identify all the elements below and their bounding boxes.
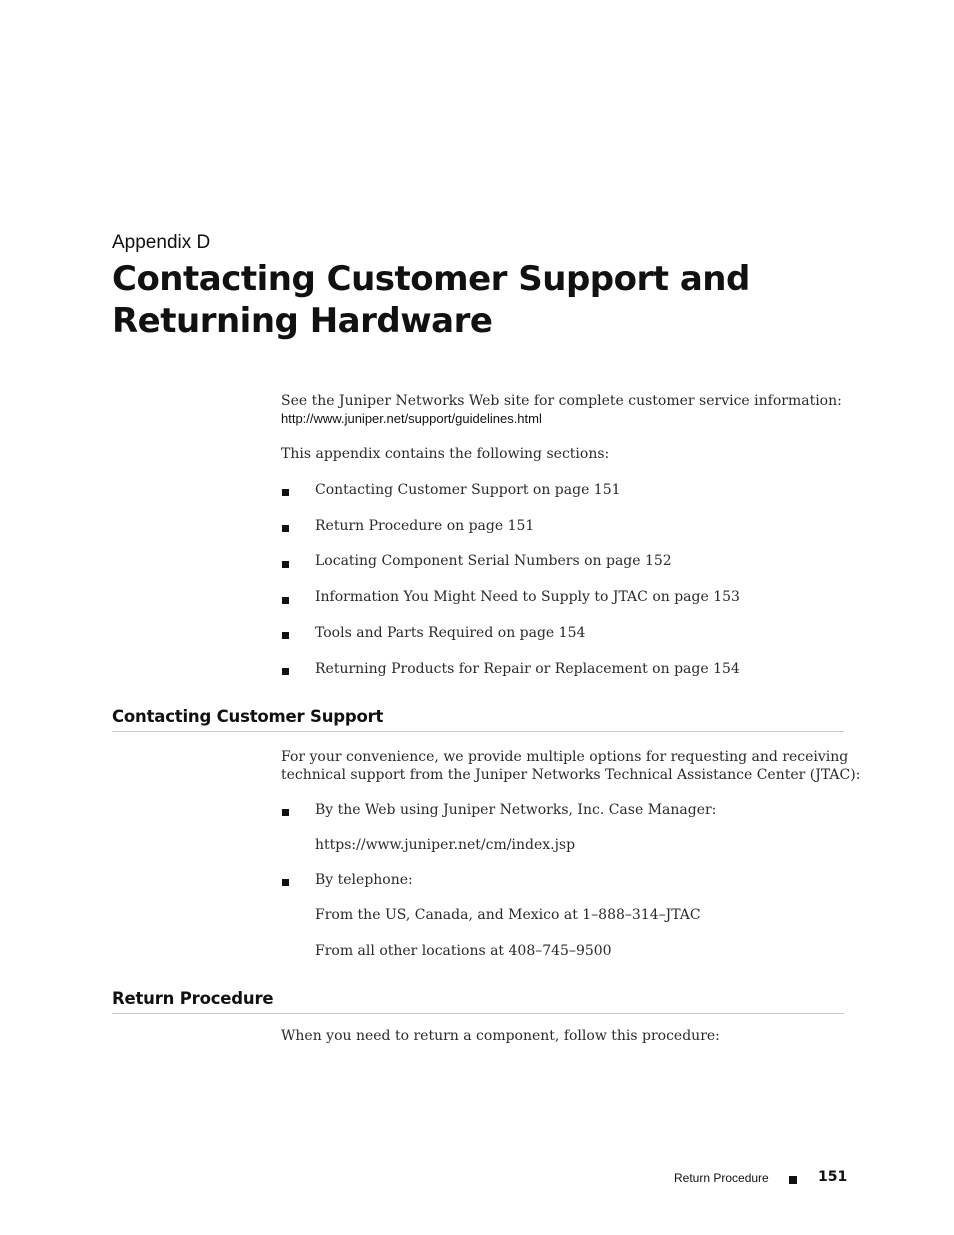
bullet-icon [282,632,289,639]
toc-item-tools-parts[interactable]: Tools and Parts Required on page 154 [315,625,586,641]
footer-square-icon [789,1176,797,1184]
bullet-icon [282,561,289,568]
section-divider [112,1013,844,1014]
page-title-line-2: Returning Hardware [112,301,493,341]
section-heading-return-procedure: Return Procedure [112,989,274,1008]
intro-see-text: See the Juniper Networks Web site for complete customer service information: [281,393,842,409]
section-heading-contacting-support: Contacting Customer Support [112,707,384,726]
contacting-para-line-1: For your convenience, we provide multiple options for requesting and receiving [281,749,849,765]
bullet-icon [282,879,289,886]
toc-item-return-procedure[interactable]: Return Procedure on page 151 [315,518,535,534]
bullet-icon [282,668,289,675]
support-guidelines-link[interactable]: http://www.juniper.net/support/guidelines.html [281,411,542,426]
bullet-icon [282,489,289,496]
phone-us-text: From the US, Canada, and Mexico at 1–888–314–JTAC [315,907,701,923]
toc-item-contacting-support[interactable]: Contacting Customer Support on page 151 [315,482,621,498]
intro-contains-text: This appendix contains the following sections: [281,446,610,462]
return-para: When you need to return a component, follow this procedure: [281,1028,720,1044]
contacting-para-line-2: technical support from the Juniper Networks Technical Assistance Center (JTAC): [281,767,861,783]
footer-section-label: Return Procedure [674,1171,769,1185]
case-manager-link[interactable]: https://www.juniper.net/cm/index.jsp [315,837,576,853]
bullet-icon [282,809,289,816]
toc-item-jtac-information[interactable]: Information You Might Need to Supply to JTAC on page 153 [315,589,740,605]
web-bullet-text: By the Web using Juniper Networks, Inc. Case Manager: [315,802,717,818]
bullet-icon [282,597,289,604]
section-divider [112,731,844,732]
bullet-icon [282,525,289,532]
page-number: 151 [818,1169,848,1185]
phone-bullet-text: By telephone: [315,872,413,888]
toc-item-serial-numbers[interactable]: Locating Component Serial Numbers on page 152 [315,553,672,569]
page-title-line-1: Contacting Customer Support and [112,259,750,299]
page-title [112,258,872,342]
toc-item-returning-products[interactable]: Returning Products for Repair or Replacement on page 154 [315,661,740,677]
phone-other-text: From all other locations at 408–745–9500 [315,943,612,959]
appendix-label: Appendix D [112,232,211,253]
